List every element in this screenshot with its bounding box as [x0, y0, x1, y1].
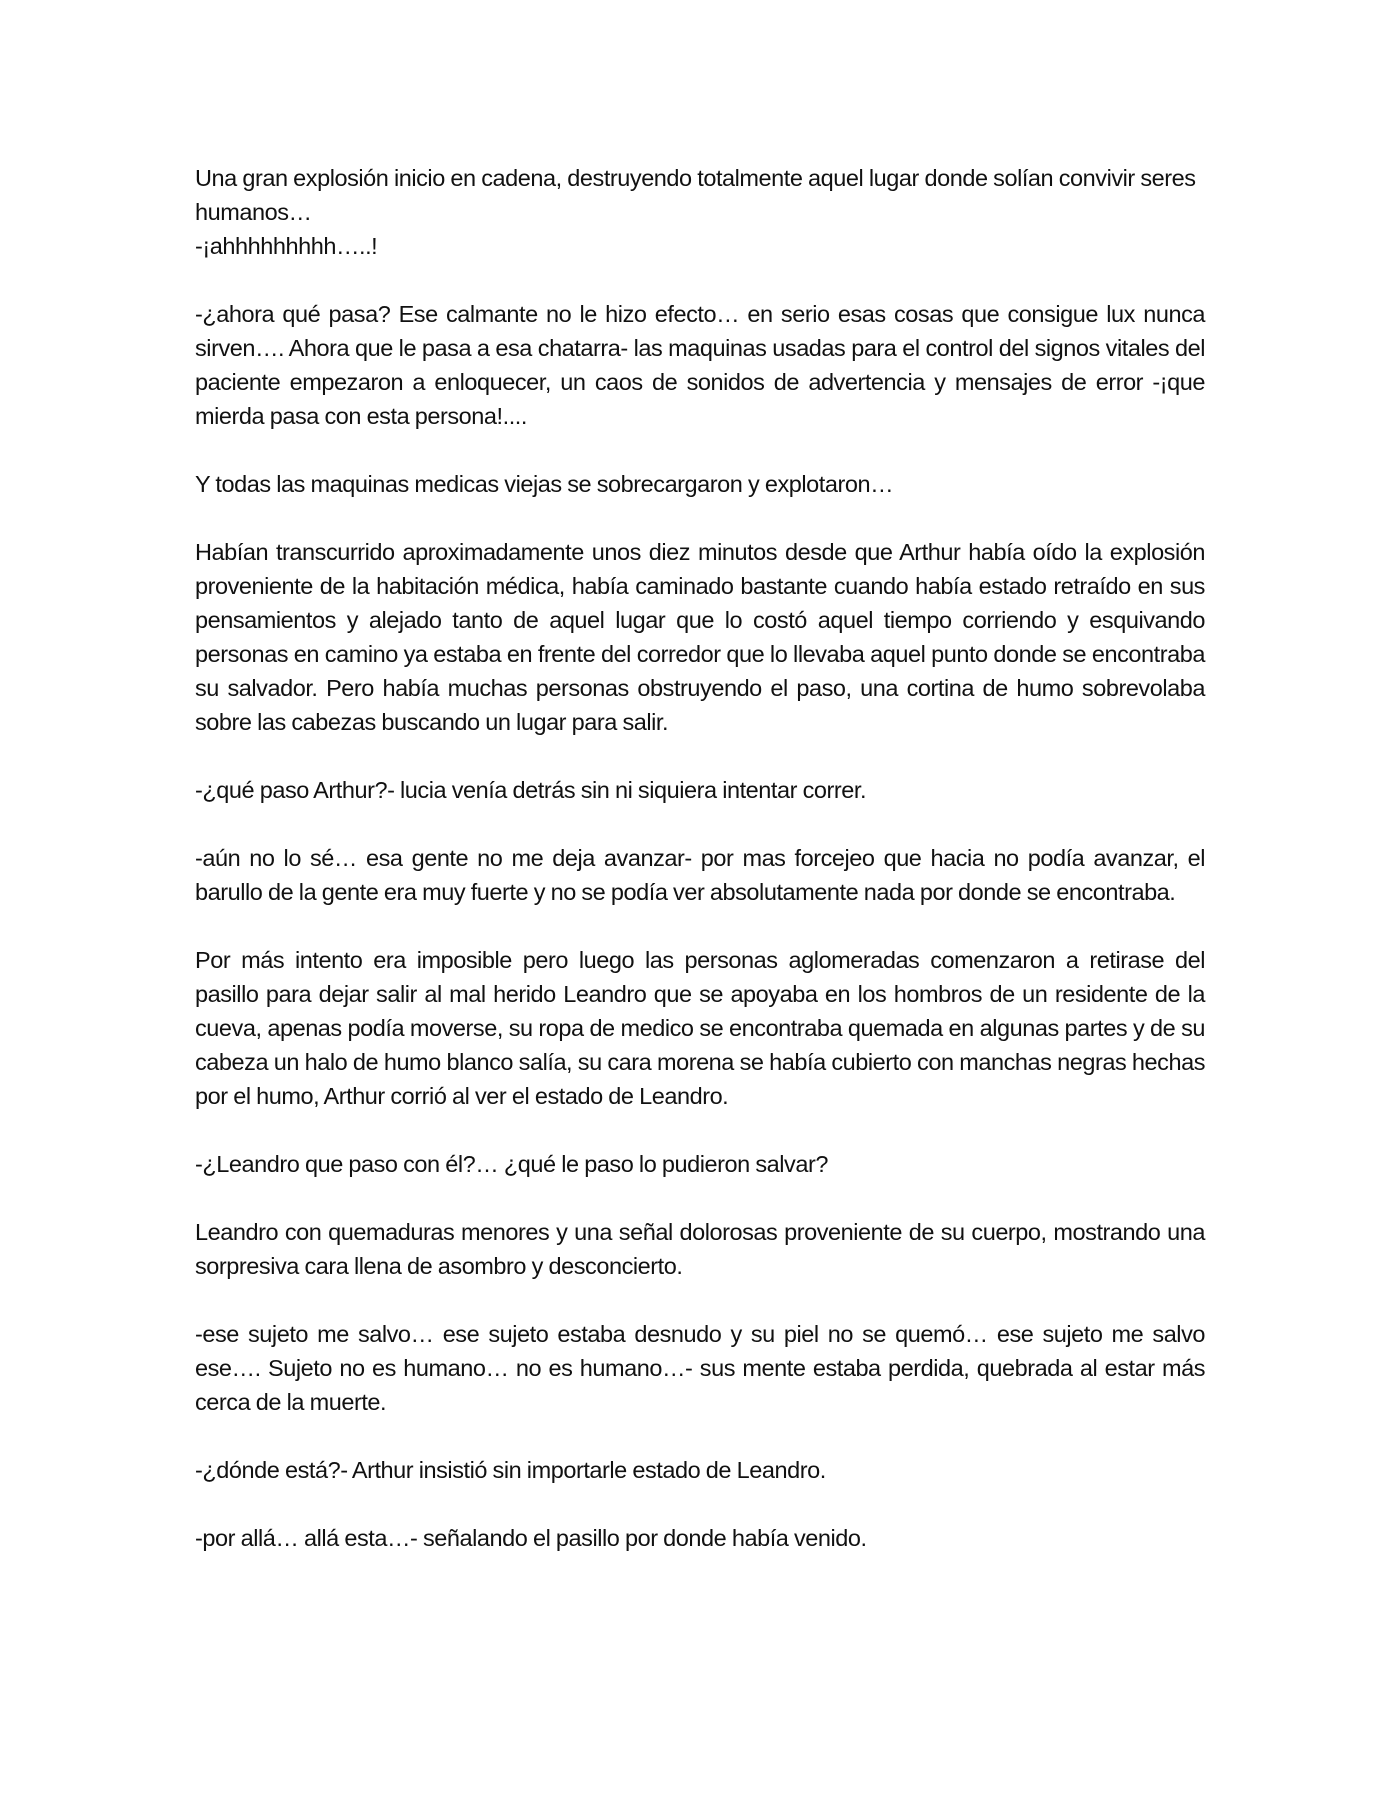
- paragraph-leandro-burns: Leandro con quemaduras menores y una señal dolorosas proveniente de su cuerpo, mostrando una sorpresiva cara llena de asombro y desconcierto.: [195, 1219, 1205, 1279]
- paragraph-arthur-answer: -aún no lo sé… esa gente no me deja avanzar- por mas forcejeo que hacia no podía avanzar, el barullo de la gente era muy fuerte y no se podía ver absolutamente nada por donde se encontraba.: [195, 845, 1205, 905]
- paragraph-where-is-he: -¿dónde está?- Arthur insistió sin importarle estado de Leandro.: [195, 1457, 826, 1483]
- paragraph-calmante: -¿ahora qué pasa? Ese calmante no le hizo efecto… en serio esas cosas que consigue lux nunca sirven…. Ahora que le pasa a esa chatarra- las maquinas usadas para el control del signos vitales del paciente empezaron a enloquecer, un caos de sonidos de advertencia y mensajes de error -¡que mierda pasa con esta persona!....: [195, 301, 1205, 429]
- paragraph-explosion: Una gran explosión inicio en cadena, destruyendo totalmente aquel lugar donde solían convivir seres humanos…: [195, 165, 1196, 225]
- paragraph-leandro-question: -¿Leandro que paso con él?… ¿qué le paso lo pudieron salvar?: [195, 1151, 828, 1177]
- paragraph-arthur-running: Habían transcurrido aproximadamente unos diez minutos desde que Arthur había oído la explosión proveniente de la habitación médica, había caminado bastante cuando había estado retraído en sus pensamientos y alejado tanto de aquel lugar que lo costó aquel tiempo corriendo y esquivando personas en camino ya estaba en frente del corredor que lo llevaba aquel punto donde se encontraba su salvador. Pero había muchas personas obstruyendo el paso, una cortina de humo sobrevolaba sobre las cabezas buscando un lugar para salir.: [195, 539, 1205, 735]
- paragraph-lucia-question: -¿qué paso Arthur?- lucia venía detrás sin ni siquiera intentar correr.: [195, 777, 867, 803]
- paragraph-scream: -¡ahhhhhhhhh…..!: [195, 233, 378, 259]
- paragraph-leandro-speech: -ese sujeto me salvo… ese sujeto estaba desnudo y su piel no se quemó… ese sujeto me salvo ese…. Sujeto no es humano… no es humano…- sus mente estaba perdida, quebrada al estar más cerca de la muerte.: [195, 1321, 1205, 1415]
- paragraph-machines-exploded: Y todas las maquinas medicas viejas se sobrecargaron y explotaron…: [195, 471, 894, 497]
- document-page: [195, 161, 1205, 1589]
- paragraph-over-there: -por allá… allá esta…- señalando el pasillo por donde había venido.: [195, 1525, 867, 1551]
- paragraph-leandro-appears: Por más intento era imposible pero luego las personas aglomeradas comenzaron a retirase del pasillo para dejar salir al mal herido Leandro que se apoyaba en los hombros de un residente de la cueva, apenas podía moverse, su ropa de medico se encontraba quemada en algunas partes y de su cabeza un halo de humo blanco salía, su cara morena se había cubierto con manchas negras hechas por el humo, Arthur corrió al ver el estado de Leandro.: [195, 947, 1205, 1109]
